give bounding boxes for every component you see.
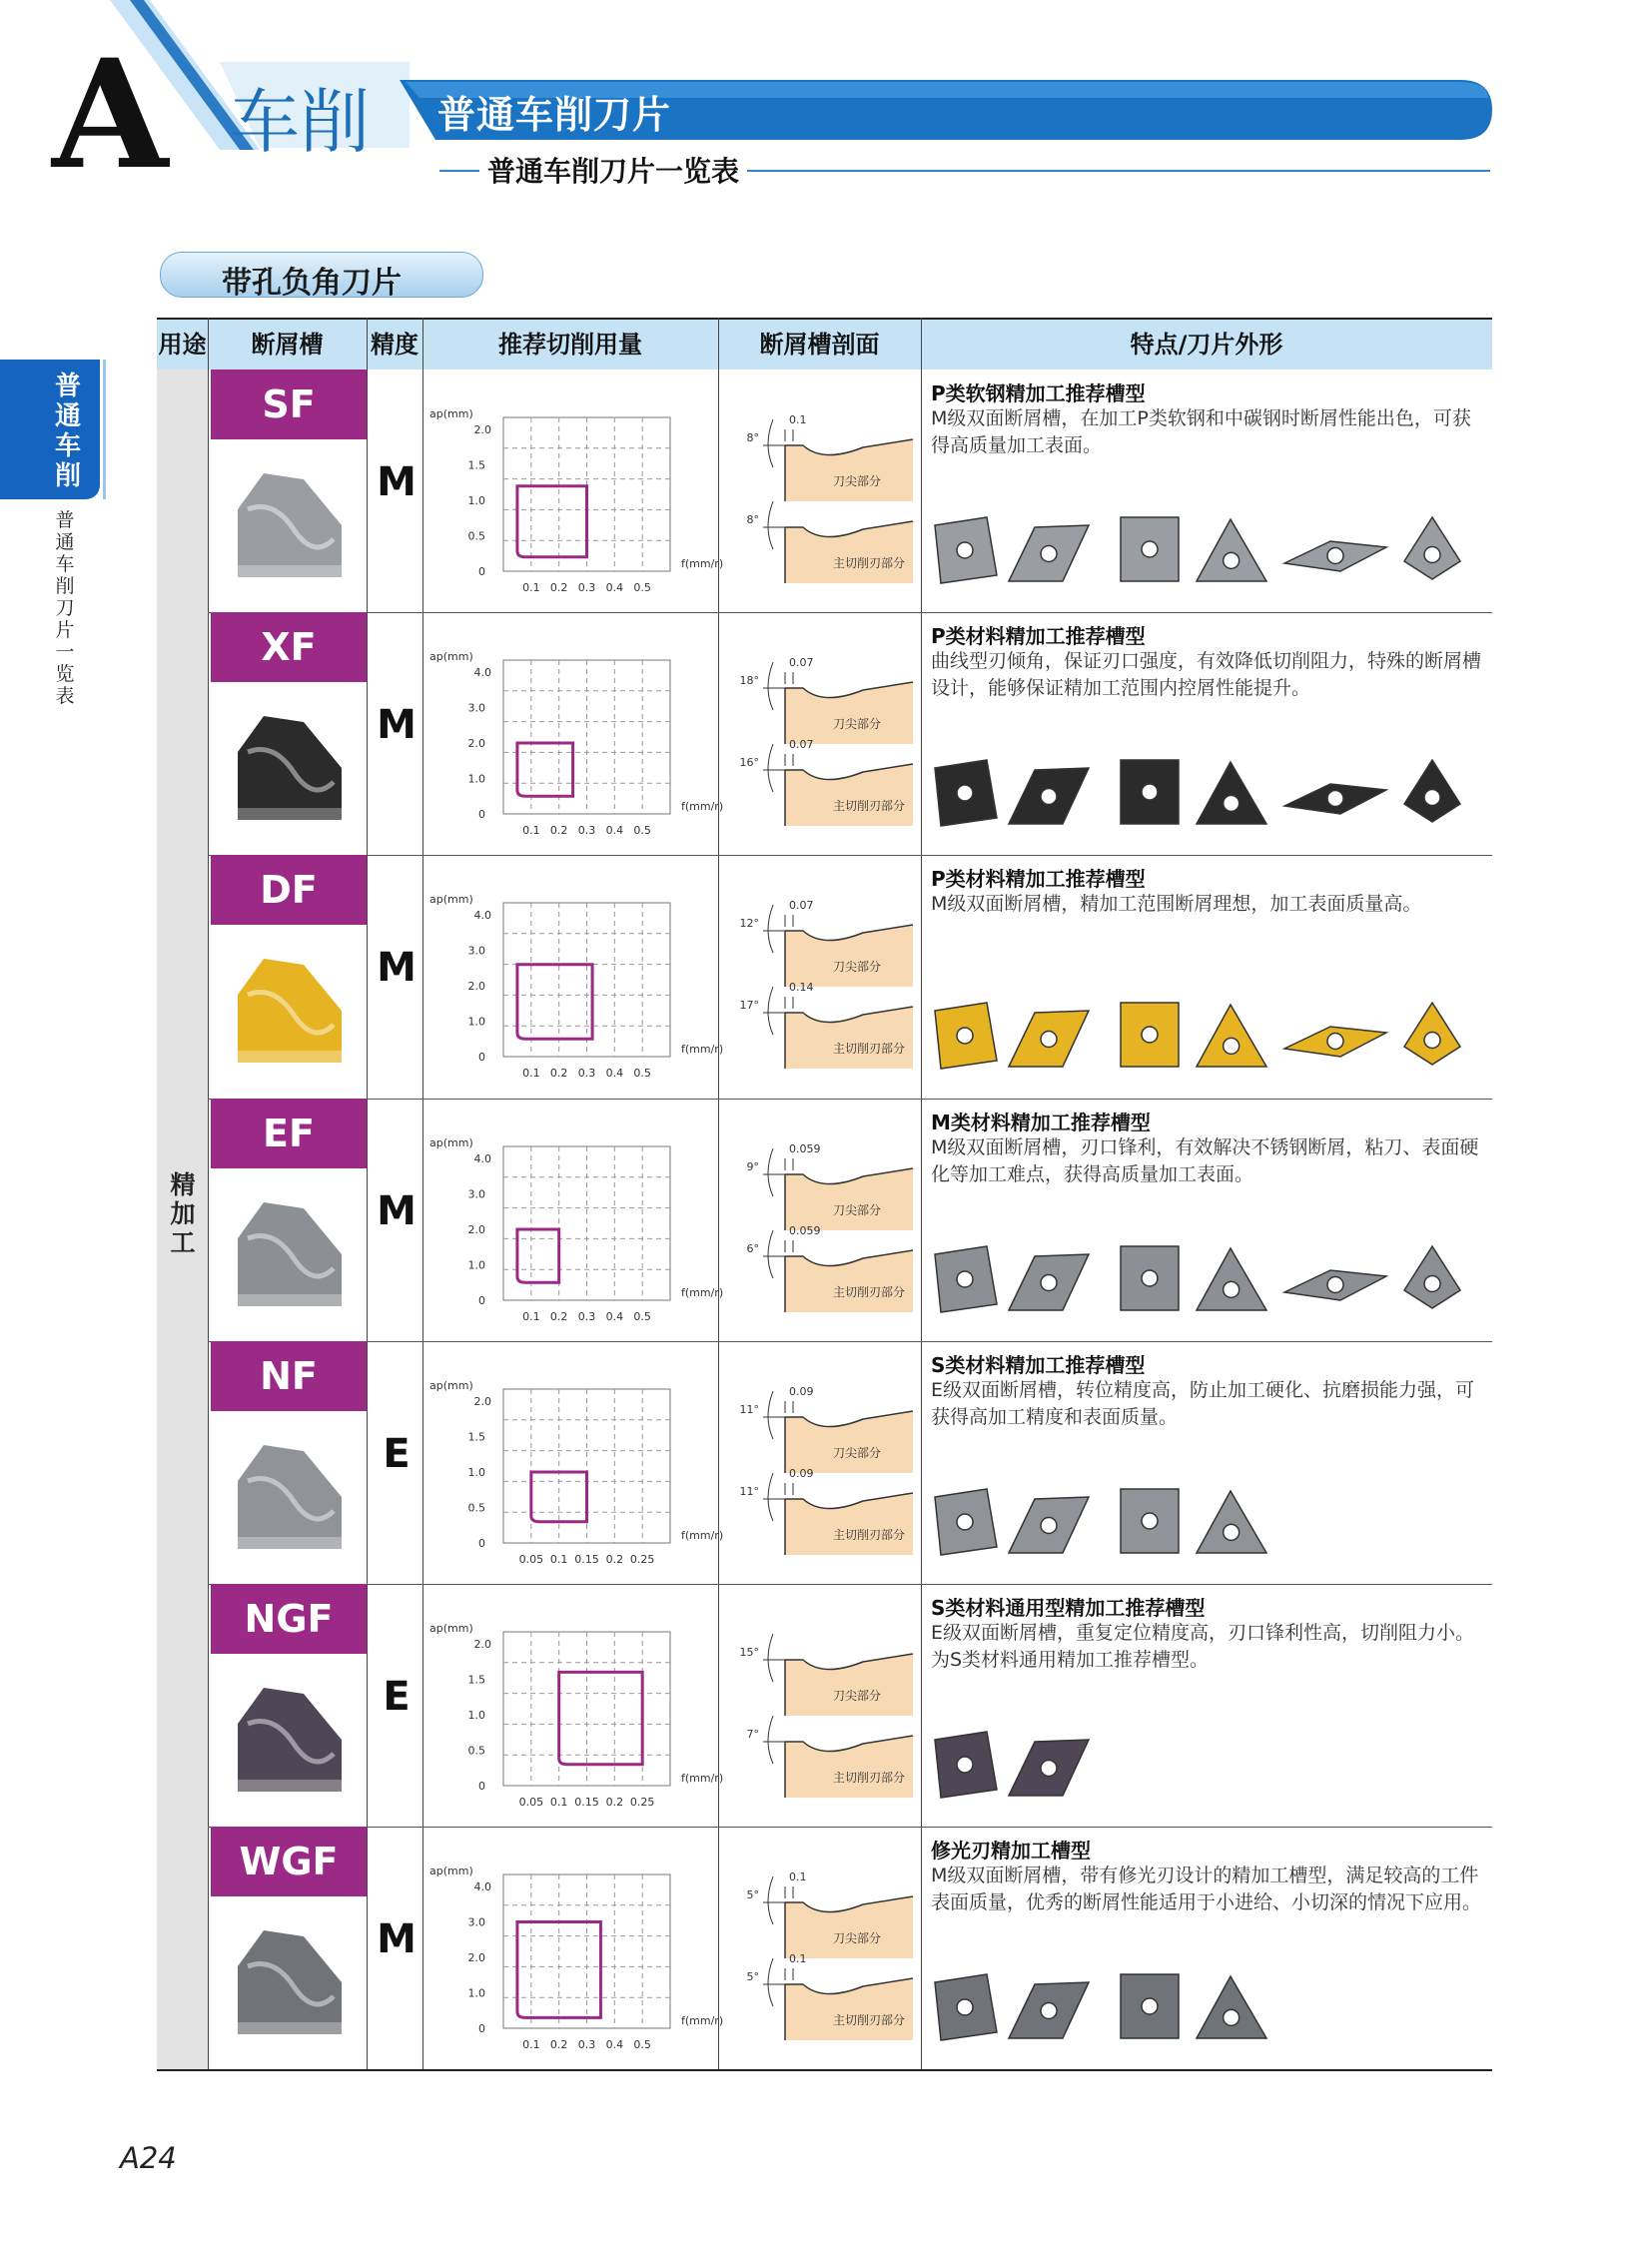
feature-description: E级双面断屑槽，转位精度高，防止加工硬化、抗磨损能力强，可获得高加工精度和表面质量。 [931, 1378, 1475, 1428]
header-usage: 用途 [158, 331, 207, 359]
header-chipbreaker: 断屑槽 [251, 331, 324, 359]
chart-x-tick: 0.1 [549, 1796, 568, 1809]
cutting-conditions-chart [427, 612, 723, 855]
table-row [208, 370, 1492, 612]
feature-description: M级双面断屑槽，带有修光刃设计的精加工槽型，满足较高的工件表面质量，优秀的断屑性能适用于小进给、小切深的情况下应用。 [931, 1865, 1482, 1914]
feature-title: M类材料精加工推荐槽型 [931, 1110, 1151, 1134]
chipbreaker-code: NGF [211, 1584, 367, 1654]
insert-image [234, 955, 346, 1065]
profile-tip-label: 刀尖部分 [833, 1689, 882, 1703]
profile-main-edge-land: 0.14 [789, 981, 814, 995]
chipbreaker-profile [723, 1584, 926, 1827]
square-insert [935, 760, 997, 826]
rhombic-insert-80 [1009, 1254, 1089, 1310]
chipbreaker-profile [723, 612, 926, 855]
insert-image [234, 1441, 346, 1551]
chart-x-tick: 0.5 [633, 824, 651, 838]
profile-tip-land: 0.09 [789, 1384, 814, 1398]
insert-shapes-gallery [931, 497, 1490, 607]
profile-tip-label: 刀尖部分 [833, 717, 882, 732]
square-insert [935, 1489, 997, 1555]
precision-grade: M [377, 1916, 416, 1963]
rhombic-insert-35 [1284, 1270, 1386, 1300]
header-features: 特点/刀片外形 [1130, 331, 1283, 359]
insert-image [234, 1684, 346, 1794]
rhombic-insert-80 [1009, 1497, 1089, 1553]
header-precision: 精度 [371, 331, 418, 359]
precision-grade: M [377, 1187, 416, 1234]
chart-y-axis-label: ap(mm) [429, 1865, 473, 1878]
cutting-conditions-chart [427, 1827, 723, 2069]
category-label: 带孔负角刀片 [222, 266, 402, 301]
table-header [157, 318, 1492, 370]
trigon-insert [1404, 760, 1460, 822]
chart-x-tick: 0.3 [577, 824, 596, 838]
insert-image [234, 1198, 346, 1308]
chart-x-tick: 0.1 [522, 2038, 540, 2052]
profile-tip-land: 0.059 [789, 1141, 821, 1155]
trigon-insert [1404, 517, 1460, 579]
chipbreaker-code: EF [211, 1099, 367, 1168]
recommended-range-area [559, 1672, 643, 1764]
profile-tip-land: 0.07 [789, 899, 814, 913]
chart-y-tick: 1.0 [467, 1986, 485, 2000]
chart-y-tick: 1.5 [467, 458, 485, 472]
profile-tip-land: 0.07 [789, 656, 814, 670]
feature-description: 曲线型刃倾角，保证刃口强度，有效降低切削阻力，特殊的断屑槽设计，能够保证精加工范围内控屑性能提升。 [931, 650, 1482, 700]
chipbreaker-code: DF [211, 855, 367, 925]
feature-description: M级双面断屑槽，刃口锋利，有效解决不锈钢断屑，粘刀、表面硬化等加工难点，获得高质量加工表面。 [931, 1135, 1479, 1185]
chart-y-tick: 4.0 [473, 909, 491, 923]
chart-y-axis-label: ap(mm) [429, 1135, 473, 1149]
square-insert-front [1121, 1974, 1179, 2038]
chart-y-tick: 2.0 [467, 737, 485, 751]
profile-tip-label: 刀尖部分 [833, 1445, 882, 1460]
profile-main-edge-angle: 6° [746, 1241, 759, 1255]
chart-x-tick: 0.4 [605, 1067, 624, 1081]
chart-x-tick: 0.4 [605, 2038, 624, 2052]
insert-image [234, 1926, 346, 2036]
recommended-range-area [517, 1229, 559, 1282]
chart-x-axis-label: f(mm/r) [681, 1285, 723, 1299]
cutting-conditions-chart [427, 1341, 723, 1584]
profile-tip-angle: 8° [746, 431, 759, 444]
chart-y-tick: 4.0 [473, 666, 491, 680]
recommended-range-area [517, 486, 587, 557]
triangle-insert [1197, 1005, 1266, 1067]
chart-x-tick: 0.05 [518, 1552, 544, 1566]
profile-tip-label: 刀尖部分 [833, 960, 882, 975]
usage-label: 精加工 [170, 1170, 196, 1257]
chart-y-tick: 2.0 [473, 1638, 491, 1651]
chart-y-tick: 2.0 [473, 423, 491, 436]
profile-tip-angle: 18° [739, 674, 759, 688]
chart-y-tick: 1.5 [467, 1673, 485, 1687]
profile-main-edge [763, 1958, 913, 2040]
rhombic-insert-80 [1009, 1011, 1089, 1067]
square-insert-front [1121, 1003, 1179, 1067]
profile-main-edge-land: 0.1 [789, 1952, 807, 1966]
profile-main-edge-angle: 5° [746, 1970, 759, 1984]
chart-x-axis-label: f(mm/r) [681, 1528, 723, 1542]
precision-grade: M [377, 702, 416, 749]
profile-main-edge-label: 主切削刃部分 [833, 1042, 906, 1057]
chart-x-tick: 0.1 [549, 1552, 568, 1566]
rhombic-insert-80 [1009, 525, 1089, 581]
square-insert-front [1121, 760, 1179, 824]
chart-x-tick: 0.25 [629, 1552, 655, 1566]
insert-shapes-gallery [931, 1954, 1490, 2064]
chart-x-tick: 0.3 [577, 2038, 596, 2052]
chart-y-tick: 0 [478, 565, 485, 578]
chart-x-tick: 0.05 [518, 1796, 544, 1809]
chart-x-tick: 0.3 [577, 581, 596, 594]
insert-image [234, 469, 346, 579]
chart-y-tick: 1.0 [467, 772, 485, 786]
chart-x-tick: 0.1 [522, 824, 540, 838]
chart-y-tick: 0 [478, 1536, 485, 1550]
table-row [208, 1827, 1492, 2069]
chipbreaker-code: XF [211, 612, 367, 682]
table-row [208, 1099, 1492, 1341]
chart-y-tick: 2.0 [467, 980, 485, 994]
chart-y-axis-label: ap(mm) [429, 650, 473, 664]
chart-x-tick: 0.2 [549, 2038, 568, 2052]
triangle-insert [1197, 1248, 1266, 1310]
feature-description: M级双面断屑槽，在加工P类软钢和中碳钢时断屑性能出色，可获得高质量加工表面。 [931, 407, 1471, 456]
chart-y-axis-label: ap(mm) [429, 1622, 473, 1635]
chart-x-tick: 0.2 [549, 581, 568, 594]
profile-tip-label: 刀尖部分 [833, 1202, 882, 1217]
chart-x-axis-label: f(mm/r) [681, 557, 723, 570]
chart-y-tick: 1.5 [467, 1430, 485, 1444]
profile-main-edge-label: 主切削刃部分 [833, 1771, 906, 1785]
square-insert-front [1121, 517, 1179, 581]
chipbreaker-profile [723, 1099, 926, 1341]
insert-shapes-gallery [931, 1469, 1490, 1579]
profile-tip-angle: 12° [739, 917, 759, 931]
chart-x-axis-label: f(mm/r) [681, 1043, 723, 1057]
page-subtitle: 普通车削刀片一览表 [479, 150, 747, 190]
profile-tip [763, 1391, 913, 1473]
profile-main-edge-angle: 7° [746, 1728, 759, 1741]
side-tab-divider [103, 360, 106, 499]
chart-x-tick: 0.1 [522, 1067, 540, 1081]
chart-y-axis-label: ap(mm) [429, 893, 473, 907]
profile-tip-angle: 5° [746, 1888, 759, 1902]
chart-y-tick: 3.0 [467, 944, 485, 958]
rhombic-insert-80 [1009, 1982, 1089, 2038]
section-name: 车削 [230, 81, 370, 163]
precision-grade: M [377, 945, 416, 992]
chart-x-tick: 0.1 [522, 581, 540, 594]
table-row [208, 855, 1492, 1098]
rhombic-insert-80 [1009, 768, 1089, 824]
profile-tip-label: 刀尖部分 [833, 474, 882, 488]
chart-y-tick: 1.0 [467, 1709, 485, 1722]
feature-title: S类材料精加工推荐槽型 [931, 1352, 1146, 1377]
triangle-insert [1197, 519, 1266, 581]
square-insert [935, 1003, 997, 1069]
insert-shapes-gallery [931, 983, 1490, 1093]
chipbreaker-code: WGF [211, 1827, 367, 1896]
chart-y-tick: 0 [478, 1051, 485, 1065]
cutting-conditions-chart [427, 370, 723, 612]
profile-main-edge-angle: 17° [739, 999, 759, 1013]
precision-grade: E [383, 1674, 411, 1720]
chart-y-tick: 3.0 [467, 1187, 485, 1201]
side-vertical-label: 普通车削刀片一览表 [55, 509, 75, 707]
profile-main-edge-label: 主切削刃部分 [833, 1527, 906, 1542]
insert-shapes-gallery [931, 1226, 1490, 1336]
profile-main-edge [763, 1473, 913, 1555]
profile-main-edge-land: 0.09 [789, 1466, 814, 1480]
chart-x-tick: 0.2 [605, 1552, 624, 1566]
chart-x-tick: 0.2 [549, 824, 568, 838]
chart-x-tick: 0.25 [629, 1796, 655, 1809]
chart-y-tick: 0 [478, 1293, 485, 1307]
chart-x-tick: 0.4 [605, 824, 624, 838]
chart-y-tick: 0.5 [467, 1744, 485, 1758]
chart-x-tick: 0.3 [577, 1067, 596, 1081]
header-cutting-conditions: 推荐切削用量 [498, 331, 642, 359]
precision-grade: E [383, 1430, 411, 1477]
chart-x-tick: 0.4 [605, 1309, 624, 1323]
section-letter: A [52, 27, 169, 203]
chart-x-tick: 0.5 [633, 581, 651, 594]
profile-main-edge-angle: 8° [746, 513, 759, 526]
page-number: A24 [120, 2141, 177, 2175]
square-insert [935, 1974, 997, 2040]
chart-y-tick: 0.5 [467, 1501, 485, 1515]
feature-description: E级双面断屑槽，重复定位精度高，刃口锋利性高，切削阻力小。为S类材料通用精加工推荐槽型。 [931, 1622, 1475, 1671]
profile-main-edge [763, 501, 913, 583]
recommended-range-area [517, 965, 592, 1040]
chart-x-tick: 0.2 [549, 1309, 568, 1323]
triangle-insert [1197, 762, 1266, 824]
table-row [208, 1341, 1492, 1584]
profile-main-edge [763, 1716, 913, 1798]
chipbreaker-code: SF [211, 370, 367, 439]
profile-tip-angle: 9° [746, 1159, 759, 1173]
chart-x-tick: 0.15 [574, 1552, 599, 1566]
chart-x-tick: 0.5 [633, 2038, 651, 2052]
chipbreaker-profile [723, 855, 926, 1098]
rhombic-insert-35 [1284, 784, 1386, 814]
feature-title: S类材料通用型精加工推荐槽型 [931, 1596, 1206, 1620]
triangle-insert [1197, 1491, 1266, 1553]
header-profile: 断屑槽剖面 [759, 331, 880, 359]
table-row [208, 1584, 1492, 1827]
profile-main-edge-label: 主切削刃部分 [833, 799, 906, 814]
chart-y-tick: 3.0 [467, 701, 485, 715]
chart-y-tick: 2.0 [467, 1222, 485, 1236]
profile-main-edge-label: 主切削刃部分 [833, 1284, 906, 1299]
square-insert-front [1121, 1489, 1179, 1553]
chipbreaker-profile [723, 1341, 926, 1584]
chart-x-tick: 0.5 [633, 1067, 651, 1081]
profile-main-edge-angle: 16° [739, 756, 759, 770]
chart-y-tick: 1.0 [467, 494, 485, 507]
chart-x-axis-label: f(mm/r) [681, 2014, 723, 2028]
chipbreaker-profile [723, 1827, 926, 2069]
square-insert [935, 1732, 997, 1798]
profile-tip-land: 0.1 [789, 413, 807, 426]
trigon-insert [1404, 1246, 1460, 1308]
square-insert [935, 1246, 997, 1312]
chart-x-tick: 0.1 [522, 1309, 540, 1323]
profile-tip [763, 1876, 913, 1958]
side-tab-label: 普通车削 [54, 372, 81, 491]
feature-title: P类材料精加工推荐槽型 [931, 624, 1146, 649]
chart-x-tick: 0.2 [605, 1796, 624, 1809]
chart-y-tick: 1.0 [467, 1015, 485, 1029]
rhombic-insert-80 [1009, 1740, 1089, 1796]
profile-tip [763, 1148, 913, 1230]
chipbreaker-profile [723, 370, 926, 612]
chart-y-tick: 4.0 [473, 1880, 491, 1894]
profile-main-edge-land: 0.07 [789, 738, 814, 752]
square-insert-front [1121, 1246, 1179, 1310]
profile-tip-land: 0.1 [789, 1870, 807, 1884]
rhombic-insert-35 [1284, 541, 1386, 571]
profile-tip-angle: 15° [739, 1646, 759, 1659]
profile-main-edge [763, 744, 913, 826]
profile-main-edge [763, 987, 913, 1069]
chart-y-axis-label: ap(mm) [429, 407, 473, 420]
feature-description: M级双面断屑槽，精加工范围断屑理想，加工表面质量高。 [931, 893, 1422, 916]
profile-tip [763, 905, 913, 987]
chart-x-axis-label: f(mm/r) [681, 1772, 723, 1785]
profile-main-edge-land: 0.059 [789, 1223, 821, 1237]
profile-tip-label: 刀尖部分 [833, 1931, 882, 1946]
chart-y-tick: 4.0 [473, 1151, 491, 1165]
chart-y-tick: 0.5 [467, 529, 485, 543]
chart-y-tick: 1.0 [467, 1465, 485, 1479]
profile-main-edge-label: 主切削刃部分 [833, 556, 906, 570]
profile-tip [763, 662, 913, 744]
chart-x-tick: 0.15 [574, 1796, 599, 1809]
table-bottom-rule [157, 2069, 1492, 2071]
insert-image [234, 712, 346, 822]
chart-x-tick: 0.5 [633, 1309, 651, 1323]
chart-y-tick: 1.0 [467, 1258, 485, 1272]
feature-title: P类软钢精加工推荐槽型 [931, 381, 1146, 405]
chart-x-tick: 0.3 [577, 1309, 596, 1323]
cutting-conditions-chart [427, 1584, 723, 1827]
chart-x-axis-label: f(mm/r) [681, 800, 723, 814]
profile-tip [763, 1634, 913, 1716]
chart-y-tick: 0 [478, 1780, 485, 1793]
chipbreaker-code: NF [211, 1341, 367, 1411]
profile-main-edge [763, 1230, 913, 1312]
feature-title: 修光刃精加工槽型 [931, 1839, 1091, 1864]
profile-tip-angle: 11° [739, 1402, 759, 1416]
table-row [208, 612, 1492, 855]
recommended-range-area [517, 743, 573, 796]
precision-grade: M [377, 459, 416, 505]
chart-y-tick: 0 [478, 808, 485, 822]
profile-tip [763, 419, 913, 501]
chart-y-tick: 0 [478, 2022, 485, 2036]
chart-x-tick: 0.2 [549, 1067, 568, 1081]
chart-y-axis-label: ap(mm) [429, 1378, 473, 1392]
feature-title: P类材料精加工推荐槽型 [931, 867, 1146, 892]
chart-y-tick: 2.0 [467, 1951, 485, 1965]
chart-x-tick: 0.4 [605, 581, 624, 594]
profile-main-edge-angle: 11° [739, 1484, 759, 1498]
rhombic-insert-35 [1284, 1027, 1386, 1057]
trigon-insert [1404, 1003, 1460, 1065]
insert-shapes-gallery [931, 1712, 1490, 1822]
chart-y-tick: 3.0 [467, 1915, 485, 1929]
chart-y-tick: 2.0 [473, 1394, 491, 1408]
profile-main-edge-label: 主切削刃部分 [833, 2013, 906, 2028]
triangle-insert [1197, 1976, 1266, 2038]
square-insert [935, 517, 997, 583]
cutting-conditions-chart [427, 1099, 723, 1341]
cutting-conditions-chart [427, 855, 723, 1098]
insert-shapes-gallery [931, 740, 1490, 850]
page-title: 普通车削刀片 [437, 93, 672, 137]
